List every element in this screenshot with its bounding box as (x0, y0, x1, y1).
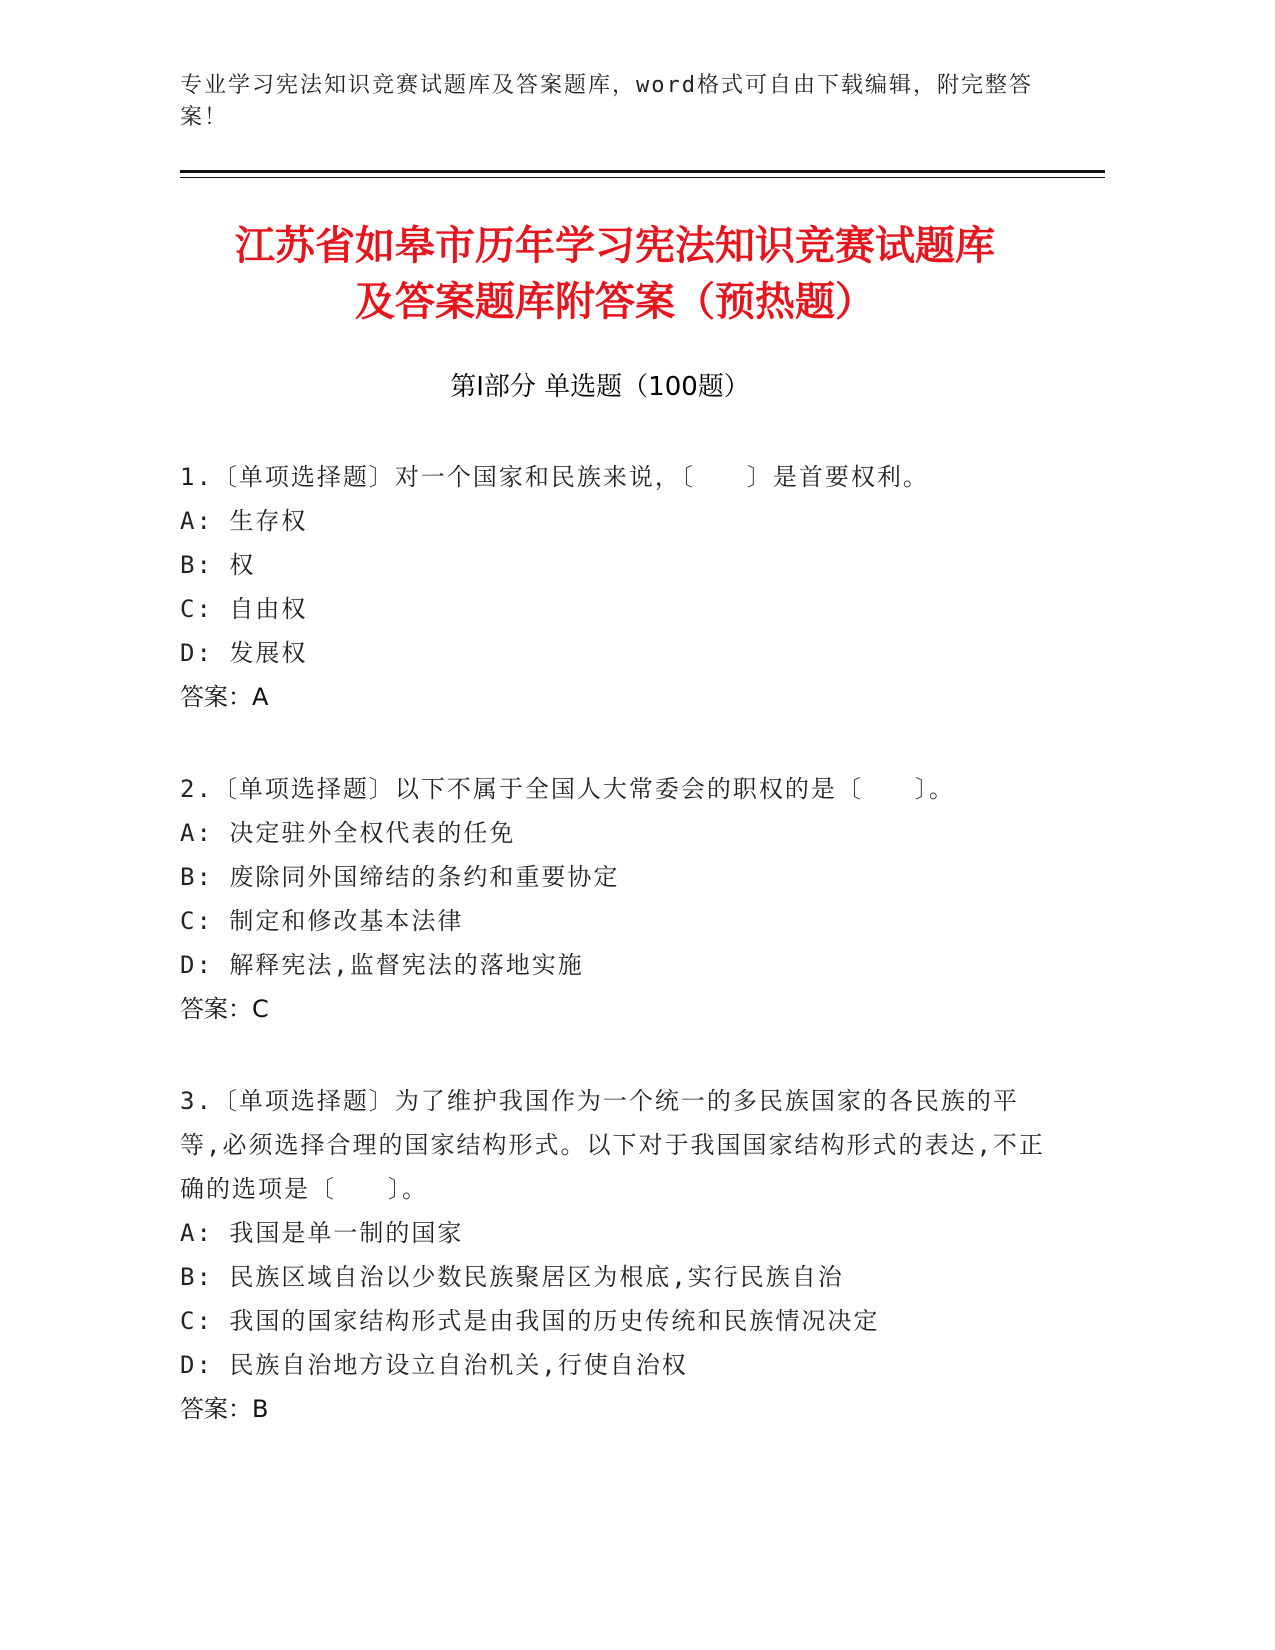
option-b: B: 民族区域自治以少数民族聚居区为根底,实行民族自治 (180, 1263, 844, 1291)
answer: 答案：B (180, 1395, 269, 1423)
question-stem: 2.〔单项选择题〕以下不属于全国人大常委会的职权的是〔 〕。 (180, 775, 955, 803)
answer: 答案：A (180, 683, 269, 711)
question-stem: 1.〔单项选择题〕对一个国家和民族来说，〔 〕是首要权利。 (180, 463, 929, 491)
header-note: 专业学习宪法知识竞赛试题库及答案题库，word格式可自由下载编辑，附完整答案！ (180, 73, 1033, 130)
question-1 (180, 455, 1060, 719)
question-stem: 3.〔单项选择题〕为了维护我国作为一个统一的多民族国家的各民族的平等,必须选择合理的国家结构形式。以下对于我国国家结构形式的表达,不正确的选项是〔 〕。 (180, 1087, 1045, 1203)
document-title-line-2: 及答案题库附答案（预热题） (355, 279, 875, 325)
answer: 答案：C (180, 995, 269, 1023)
question-list (180, 455, 1060, 1479)
option-b: B: 权 (180, 551, 256, 579)
option-d: D: 民族自治地方设立自治机关,行使自治权 (180, 1351, 688, 1379)
option-a: A: 决定驻外全权代表的任免 (180, 819, 516, 847)
option-a: A: 生存权 (180, 507, 308, 535)
option-d: D: 解释宪法,监督宪法的落地实施 (180, 951, 584, 979)
header-divider-thin (180, 177, 1105, 178)
document-title-line-1: 江苏省如皋市历年学习宪法知识竞赛试题库 (235, 223, 995, 269)
option-a: A: 我国是单一制的国家 (180, 1219, 464, 1247)
option-c: C: 我国的国家结构形式是由我国的历史传统和民族情况决定 (180, 1307, 880, 1335)
document-title (100, 218, 1130, 330)
option-b: B: 废除同外国缔结的条约和重要协定 (180, 863, 620, 891)
header-divider-thick (180, 170, 1105, 173)
option-c: C: 制定和修改基本法律 (180, 907, 464, 935)
option-c: C: 自由权 (180, 595, 308, 623)
section-title: 第Ⅰ部分 单选题（100题） (450, 372, 750, 402)
question-3 (180, 1079, 1060, 1431)
option-d: D: 发展权 (180, 639, 308, 667)
question-2 (180, 767, 1060, 1031)
